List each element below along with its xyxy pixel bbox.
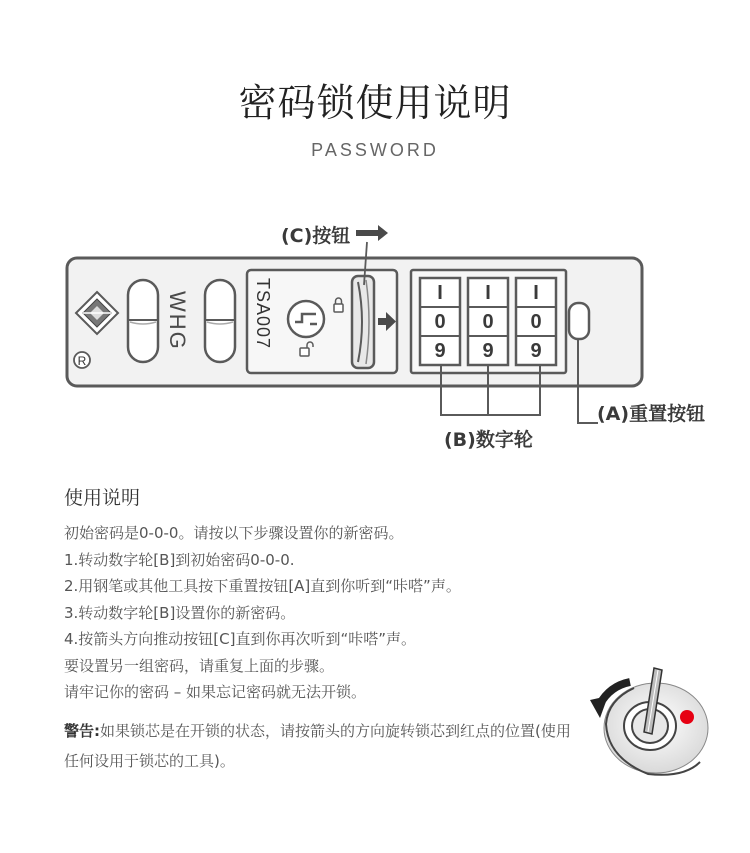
reset-button-a[interactable] — [569, 303, 589, 339]
slide-button-c[interactable] — [352, 276, 374, 368]
page-title: 密码锁使用说明 — [238, 81, 512, 125]
brand-text: WHG — [165, 291, 190, 351]
warning-text — [64, 716, 574, 776]
instruction-line: 4.按箭头方向推动按钮[C]直到你再次听到“咔嗒”声。 — [64, 630, 417, 648]
wheel-digit: 0 — [530, 311, 542, 333]
number-wheel-3[interactable] — [516, 278, 556, 365]
wheel-digit: I — [437, 282, 443, 304]
page-subtitle: PASSWORD — [311, 140, 439, 160]
number-wheel-1[interactable] — [420, 278, 460, 365]
svg-text:R: R — [77, 354, 87, 368]
lock-cylinder-illustration — [588, 660, 718, 780]
wheel-digit: 9 — [530, 340, 542, 362]
instruction-line: 1.转动数字轮[B]到初始密码0-0-0. — [64, 550, 295, 569]
tsa-logo-icon — [288, 301, 324, 337]
right-slot-icon — [205, 280, 235, 362]
wheel-digit: 9 — [482, 340, 494, 362]
tsa-text: TSA007 — [253, 278, 273, 350]
warning-label: 警告: — [64, 722, 100, 740]
instructions-list — [64, 520, 584, 706]
number-wheels-b-label: (B)数字轮 — [444, 429, 533, 451]
instruction-line: 要设置另一组密码，请重复上面的步骤。 — [64, 656, 335, 675]
instruction-line: 初始密码是0-0-0。请按以下步骤设置你的新密码。 — [64, 524, 404, 542]
number-wheels-group — [420, 278, 556, 365]
wheel-digit: I — [533, 282, 539, 304]
wheel-digit: 0 — [434, 311, 446, 333]
wheel-digit: 0 — [482, 311, 494, 333]
instruction-line: 3.转动数字轮[B]设置你的新密码。 — [64, 603, 296, 622]
number-wheel-2[interactable] — [468, 278, 508, 365]
instructions-heading: 使用说明 — [64, 487, 141, 509]
wheel-digit: 9 — [434, 340, 446, 362]
button-c-label: (C)按钮 — [281, 225, 351, 247]
red-dot-target-icon — [680, 710, 694, 724]
lock-cylinder-svg — [588, 660, 718, 780]
instruction-line: 请牢记你的密码 – 如果忘记密码就无法开锁。 — [64, 683, 367, 701]
instruction-line: 2.用钢笔或其他工具按下重置按钮[A]直到你听到“咔嗒”声。 — [64, 577, 461, 595]
left-slot-icon — [128, 280, 158, 362]
lock-diagram — [0, 210, 750, 460]
wheel-digit: I — [485, 282, 491, 304]
registered-mark-icon — [74, 352, 90, 368]
warning-body: 如果锁芯是在开锁的状态，请按箭头的方向旋转锁芯到红点的位置(使用任何设用于锁芯的工具)。 — [64, 722, 571, 770]
reset-button-a-label: (A)重置按钮 — [597, 403, 706, 425]
